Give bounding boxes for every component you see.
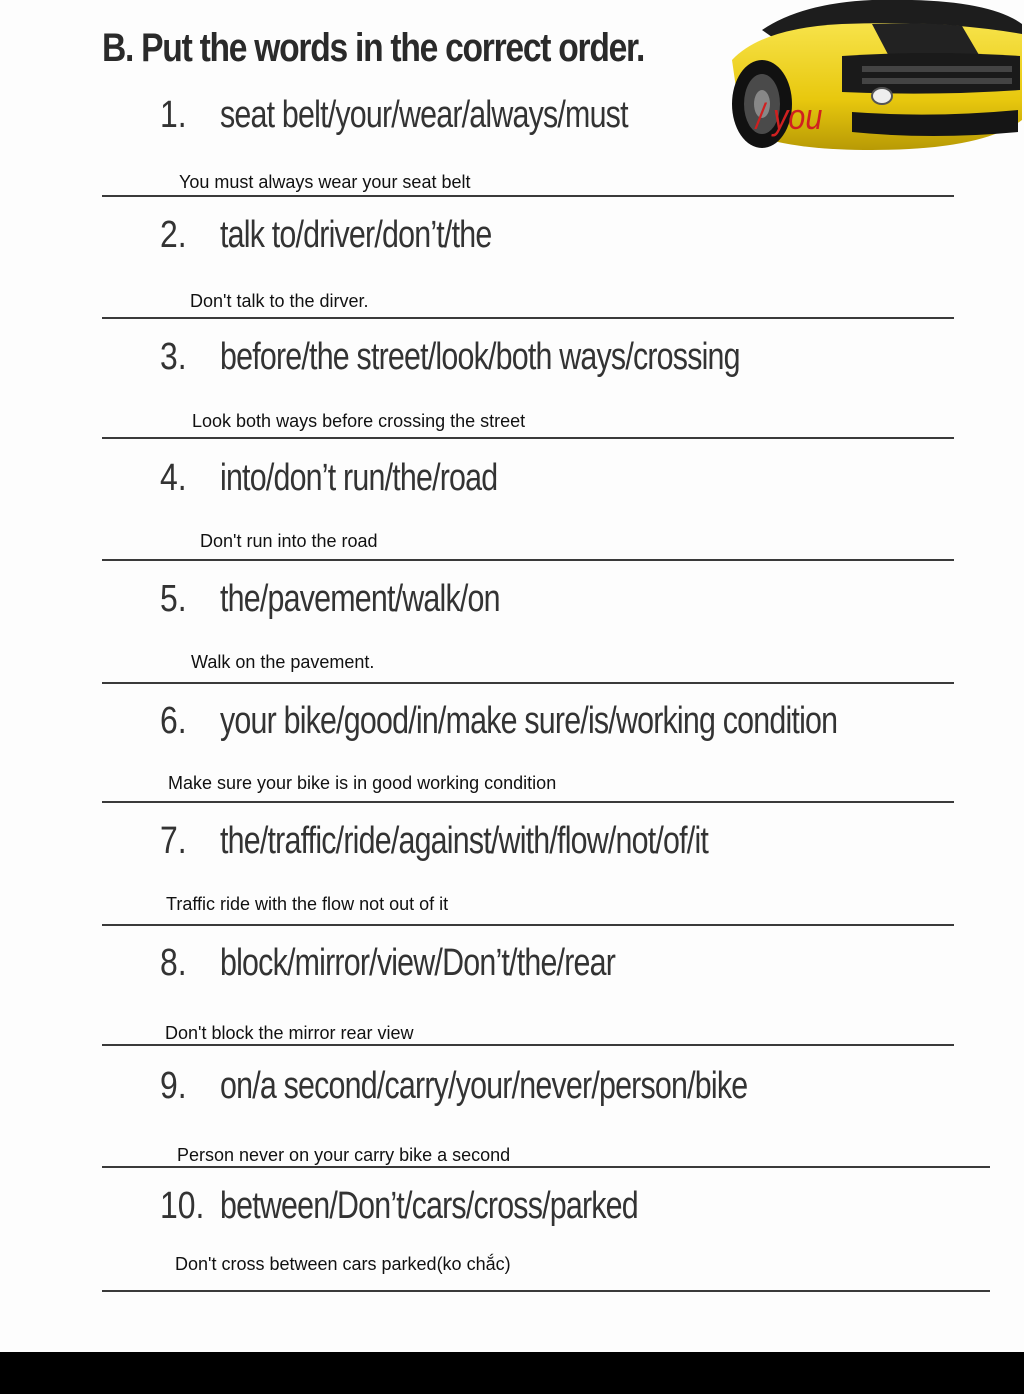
item-number: 2. (160, 214, 187, 256)
item-number: 5. (160, 578, 187, 620)
answer-line (102, 1290, 990, 1292)
item-number: 9. (160, 1065, 187, 1107)
item-answer[interactable]: Don't run into the road (200, 531, 378, 551)
item-number: 3. (160, 336, 187, 378)
answer-line (102, 801, 954, 803)
you-overlay-text: / you (756, 96, 823, 137)
item-prompt: seat belt/your/wear/always/must (220, 94, 628, 136)
item-prompt: on/a second/carry/your/never/person/bike (220, 1065, 748, 1107)
item-answer[interactable]: You must always wear your seat belt (179, 172, 471, 192)
answer-line (102, 1166, 990, 1168)
item-answer[interactable]: Don't block the mirror rear view (165, 1023, 414, 1043)
item-answer[interactable]: Traffic ride with the flow not out of it (166, 894, 449, 914)
item-number: 1. (160, 94, 187, 136)
answer-line (102, 559, 954, 561)
item-answer[interactable]: Don't talk to the dirver. (190, 291, 369, 311)
exercise-heading: B. Put the words in the correct order. (102, 26, 645, 70)
item-prompt: before/the street/look/both ways/crossing (220, 336, 740, 378)
item-number: 8. (160, 942, 187, 984)
item-prompt: the/pavement/walk/on (220, 578, 500, 620)
answer-line (102, 195, 954, 197)
item-number: 6. (160, 700, 187, 742)
item-number: 10. (160, 1185, 205, 1227)
item-prompt: talk to/driver/don’t/the (220, 214, 492, 256)
item-prompt: between/Don’t/cars/cross/parked (220, 1185, 638, 1227)
item-answer[interactable]: Make sure your bike is in good working condition (168, 773, 557, 793)
item-answer[interactable]: Walk on the pavement. (191, 652, 375, 672)
item-prompt: block/mirror/view/Don’t/the/rear (220, 942, 616, 984)
item-answer[interactable]: Person never on your carry bike a second (177, 1145, 511, 1165)
answer-line (102, 924, 954, 926)
answer-line (102, 317, 954, 319)
item-prompt: into/don’t run/the/road (220, 457, 498, 499)
item-answer[interactable]: Look both ways before crossing the street (192, 411, 526, 431)
answer-line (102, 682, 954, 684)
footer-bar (0, 1352, 1024, 1394)
item-number: 4. (160, 457, 187, 499)
item-answer[interactable]: Don't cross between cars parked(ko chắc) (175, 1254, 511, 1274)
answer-line (102, 1044, 954, 1046)
item-number: 7. (160, 820, 187, 862)
item-prompt: your bike/good/in/make sure/is/working condition (220, 700, 838, 742)
item-prompt: the/traffic/ride/against/with/flow/not/of/it (220, 820, 709, 862)
answer-line (102, 437, 954, 439)
